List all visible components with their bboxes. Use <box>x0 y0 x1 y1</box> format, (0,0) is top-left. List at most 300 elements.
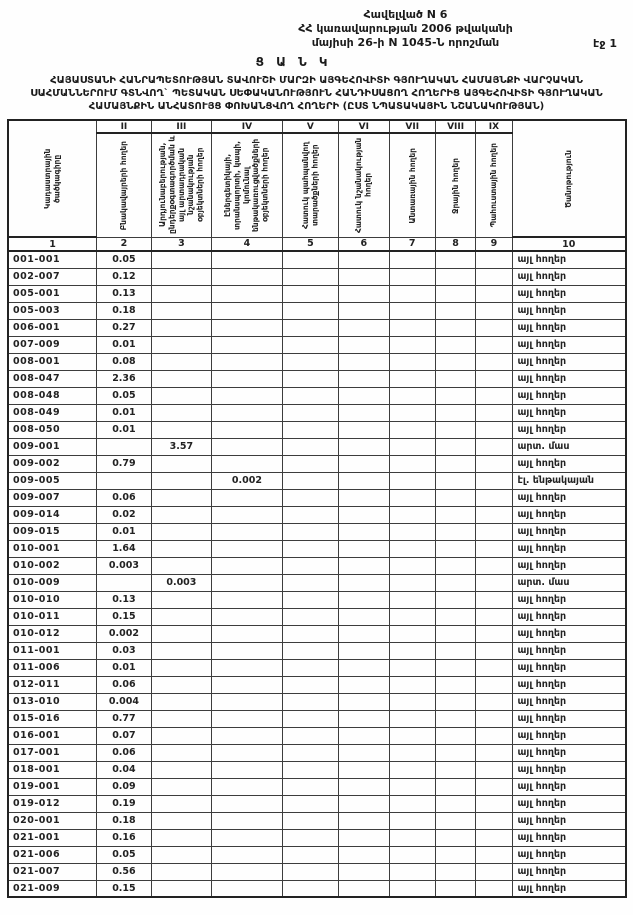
area-value-cell <box>212 727 283 744</box>
area-value-cell <box>435 676 475 693</box>
area-value-cell <box>476 387 512 404</box>
area-value-cell: 0.13 <box>97 591 151 608</box>
area-value-cell <box>435 336 475 353</box>
area-value-cell: 0.01 <box>97 523 151 540</box>
table-row <box>8 489 626 506</box>
area-value-cell <box>435 285 475 302</box>
area-value-cell <box>476 353 512 370</box>
area-value-cell: 0.15 <box>97 880 151 897</box>
area-value-cell <box>389 302 435 319</box>
area-value-cell <box>151 829 211 846</box>
area-value-cell <box>389 591 435 608</box>
cadastral-code-cell: 021-009 <box>8 880 97 897</box>
header-industrial-lands <box>151 133 211 237</box>
area-value-cell <box>435 302 475 319</box>
area-value-cell <box>282 574 338 591</box>
table-row <box>8 523 626 540</box>
area-value-cell <box>151 421 211 438</box>
area-value-cell <box>435 761 475 778</box>
table-row <box>8 455 626 472</box>
table-row <box>8 268 626 285</box>
area-value-cell <box>476 727 512 744</box>
area-value-cell <box>212 863 283 880</box>
table-row <box>8 574 626 591</box>
area-value-cell <box>282 336 338 353</box>
cadastral-code-cell: 005-003 <box>8 302 97 319</box>
table-row <box>8 659 626 676</box>
header-energy-transport-lands <box>212 133 283 237</box>
note-cell: այլ հողեր <box>512 778 626 795</box>
area-value-cell <box>435 880 475 897</box>
area-value-cell <box>282 285 338 302</box>
area-value-cell <box>389 761 435 778</box>
area-value-cell <box>282 846 338 863</box>
area-value-cell <box>476 370 512 387</box>
area-value-cell <box>282 523 338 540</box>
table-row <box>8 387 626 404</box>
table-row <box>8 506 626 523</box>
area-value-cell: 0.19 <box>97 795 151 812</box>
area-value-cell <box>476 268 512 285</box>
area-value-cell <box>212 880 283 897</box>
area-value-cell <box>151 285 211 302</box>
note-cell: այլ հողեր <box>512 676 626 693</box>
column-number-row <box>8 237 626 251</box>
area-value-cell <box>389 472 435 489</box>
area-value-cell <box>282 625 338 642</box>
cadastral-code-cell: 018-001 <box>8 761 97 778</box>
cadastral-code-cell: 008-047 <box>8 370 97 387</box>
header-protected-lands <box>282 133 338 237</box>
area-value-cell <box>476 676 512 693</box>
area-value-cell <box>151 778 211 795</box>
note-cell: այլ հողեր <box>512 812 626 829</box>
cadastral-code-cell: 021-001 <box>8 829 97 846</box>
area-value-cell <box>389 829 435 846</box>
area-value-cell <box>435 812 475 829</box>
area-value-cell <box>476 608 512 625</box>
area-value-cell <box>339 404 389 421</box>
area-value-cell <box>435 846 475 863</box>
area-value-cell <box>282 676 338 693</box>
area-value-cell <box>151 710 211 727</box>
area-value-cell <box>339 778 389 795</box>
area-value-cell <box>476 523 512 540</box>
area-value-cell: 0.16 <box>97 829 151 846</box>
area-value-cell <box>435 625 475 642</box>
area-value-cell <box>339 387 389 404</box>
area-value-cell <box>151 591 211 608</box>
area-value-cell <box>212 251 283 268</box>
area-value-cell <box>212 829 283 846</box>
area-value-cell <box>282 353 338 370</box>
area-value-cell <box>389 523 435 540</box>
area-value-cell <box>339 591 389 608</box>
area-value-cell <box>389 285 435 302</box>
area-value-cell <box>212 710 283 727</box>
table-row <box>8 812 626 829</box>
area-value-cell <box>282 778 338 795</box>
header-water-lands <box>435 133 475 237</box>
area-value-cell <box>151 880 211 897</box>
header-special-purpose-lands <box>339 133 389 237</box>
area-value-cell <box>476 302 512 319</box>
area-value-cell <box>282 727 338 744</box>
area-value-cell <box>435 795 475 812</box>
table-row <box>8 557 626 574</box>
area-value-cell <box>212 574 283 591</box>
area-value-cell <box>339 625 389 642</box>
area-value-cell <box>389 812 435 829</box>
table-row <box>8 710 626 727</box>
roman-numeral: IX <box>476 120 512 133</box>
area-value-cell <box>389 370 435 387</box>
area-value-cell: 0.03 <box>97 642 151 659</box>
area-value-cell <box>339 489 389 506</box>
area-value-cell <box>339 523 389 540</box>
note-cell: այլ հողեր <box>512 557 626 574</box>
area-value-cell <box>212 761 283 778</box>
cadastral-code-cell: 015-016 <box>8 710 97 727</box>
cadastral-code-cell: 007-009 <box>8 336 97 353</box>
header-settlement-lands <box>97 133 151 237</box>
area-value-cell <box>97 438 151 455</box>
header-forest-lands <box>389 133 435 237</box>
column-number: 9 <box>476 237 512 251</box>
area-value-cell <box>389 625 435 642</box>
area-value-cell <box>476 778 512 795</box>
note-cell: այլ հողեր <box>512 353 626 370</box>
area-value-cell <box>151 812 211 829</box>
area-value-cell <box>339 608 389 625</box>
cadastral-code-cell: 010-009 <box>8 574 97 591</box>
cadastral-code-cell: 008-050 <box>8 421 97 438</box>
area-value-cell <box>476 761 512 778</box>
table-row <box>8 285 626 302</box>
area-value-cell <box>339 829 389 846</box>
area-value-cell <box>212 268 283 285</box>
area-value-cell <box>435 489 475 506</box>
area-value-cell <box>476 863 512 880</box>
area-value-cell <box>476 574 512 591</box>
area-value-cell <box>212 591 283 608</box>
cadastral-code-cell: 008-001 <box>8 353 97 370</box>
area-value-cell <box>435 506 475 523</box>
header-note <box>512 120 626 237</box>
cadastral-code-cell: 010-012 <box>8 625 97 642</box>
area-value-cell <box>151 693 211 710</box>
area-value-cell: 0.003 <box>97 557 151 574</box>
column-number: 4 <box>212 237 283 251</box>
header-reserve-lands-label: Պահուստային հողեր <box>489 143 499 228</box>
roman-numeral: II <box>97 120 151 133</box>
area-value-cell: 0.04 <box>97 761 151 778</box>
area-value-cell <box>389 659 435 676</box>
cadastral-code-cell: 019-001 <box>8 778 97 795</box>
document-title: ՀԱՅԱՍՏԱՆԻ ՀԱՆՐԱՊԵՏՈՒԹՅԱՆ ՏԱՎՈՒՇԻ ՄԱՐԶԻ ԱՅԳԵՀՈՎԻՏԻ ԳՅՈՒՂԱԿԱՆ ՀԱՄԱՅՆՔԻ ՎԱՐՉԱԿԱՆ ՍԱՀՄԱՆՆԵՐՈՒՄ ԳՏՆՎՈՂ` ՊԵՏԱԿԱՆ ՍԵՓԱԿԱՆՈՒԹՅՈՒՆ ՀԱՆԴԻՍԱՑՈՂ ՀՈՂԵՐԻՑ ԱՅԳԵՀՈՎԻՏԻ ԳՅՈՒՂԱԿԱՆ ՀԱՄԱՅՆՔԻՆ ԱՆՀԱՏՈՒՅՑ ՓՈԽԱՆՑՎՈՂ ՀՈՂԵՐԻ (ԸՍՏ ՆՊԱՏԱԿԱՅԻՆ ՆՇԱՆԱԿՈՒԹՅԱՆ) <box>30 75 603 113</box>
area-value-cell: 0.27 <box>97 319 151 336</box>
column-number: 5 <box>282 237 338 251</box>
area-value-cell <box>212 523 283 540</box>
area-value-cell <box>151 472 211 489</box>
table-row <box>8 880 626 897</box>
area-value-cell <box>212 285 283 302</box>
area-value-cell <box>282 557 338 574</box>
area-value-cell <box>476 336 512 353</box>
area-value-cell: 0.05 <box>97 846 151 863</box>
column-number: 1 <box>8 237 97 251</box>
area-value-cell <box>389 319 435 336</box>
area-value-cell <box>282 438 338 455</box>
area-value-cell <box>389 574 435 591</box>
roman-numeral: VII <box>389 120 435 133</box>
area-value-cell: 0.08 <box>97 353 151 370</box>
area-value-cell <box>282 370 338 387</box>
note-cell: այլ հողեր <box>512 863 626 880</box>
area-value-cell <box>282 251 338 268</box>
area-value-cell <box>435 319 475 336</box>
area-value-cell <box>282 268 338 285</box>
header-water-lands-label: Ջրային հողեր <box>450 157 460 214</box>
table-row <box>8 778 626 795</box>
area-value-cell <box>339 438 389 455</box>
area-value-cell <box>151 642 211 659</box>
cadastral-code-cell: 010-002 <box>8 557 97 574</box>
area-value-cell: 3.57 <box>151 438 211 455</box>
area-value-cell <box>339 659 389 676</box>
area-value-cell <box>282 455 338 472</box>
roman-numeral: VIII <box>435 120 475 133</box>
note-cell: այլ հողեր <box>512 591 626 608</box>
cadastral-code-cell: 008-049 <box>8 404 97 421</box>
area-value-cell <box>435 778 475 795</box>
area-value-cell <box>212 455 283 472</box>
area-value-cell <box>212 353 283 370</box>
area-value-cell: 0.05 <box>97 387 151 404</box>
cadastral-code-cell: 021-006 <box>8 846 97 863</box>
cadastral-code-cell: 010-010 <box>8 591 97 608</box>
cadastral-code-cell: 020-001 <box>8 812 97 829</box>
note-cell: արտ. մաս <box>512 574 626 591</box>
table-row <box>8 404 626 421</box>
area-value-cell: 1.64 <box>97 540 151 557</box>
annex-reference <box>0 0 633 50</box>
area-value-cell <box>282 693 338 710</box>
area-value-cell <box>151 251 211 268</box>
area-value-cell <box>151 489 211 506</box>
area-value-cell <box>476 421 512 438</box>
area-value-cell <box>151 523 211 540</box>
area-value-cell <box>212 540 283 557</box>
area-value-cell <box>151 608 211 625</box>
note-cell: այլ հողեր <box>512 523 626 540</box>
note-cell: այլ հողեր <box>512 404 626 421</box>
cadastral-code-cell: 021-007 <box>8 863 97 880</box>
area-value-cell <box>212 642 283 659</box>
cadastral-code-cell: 010-011 <box>8 608 97 625</box>
header-industrial-lands-label: Արդյունաբերության, ընդերքօգտագործման և այլ արտադրական նշանակության օբյեկտների հողեր <box>157 136 205 235</box>
area-value-cell <box>97 574 151 591</box>
roman-numeral: IV <box>212 120 283 133</box>
table-row <box>8 421 626 438</box>
cadastral-code-cell: 006-001 <box>8 319 97 336</box>
cadastral-code-cell: 017-001 <box>8 744 97 761</box>
column-number: 7 <box>389 237 435 251</box>
area-value-cell <box>151 744 211 761</box>
area-value-cell <box>282 880 338 897</box>
header-energy-transport-lands-label: Էներգետիկայի, տրանսպորտի, կապի, կոմունալ ենթակառուցվածքների օբյեկտների հողեր <box>223 138 270 233</box>
area-value-cell <box>476 404 512 421</box>
area-value-cell <box>476 795 512 812</box>
cadastral-code-cell: 009-005 <box>8 472 97 489</box>
area-value-cell: 0.05 <box>97 251 151 268</box>
header-forest-lands-label: Անտառային հողեր <box>407 147 417 224</box>
table-row <box>8 438 626 455</box>
area-value-cell <box>339 846 389 863</box>
area-value-cell <box>282 472 338 489</box>
area-value-cell: 0.003 <box>151 574 211 591</box>
area-value-cell <box>212 489 283 506</box>
cadastral-code-cell: 009-015 <box>8 523 97 540</box>
note-cell: այլ հողեր <box>512 693 626 710</box>
area-value-cell <box>212 812 283 829</box>
area-value-cell <box>339 285 389 302</box>
page-number: էջ 1 <box>593 37 617 50</box>
area-value-cell <box>282 829 338 846</box>
area-value-cell <box>435 574 475 591</box>
area-value-cell <box>476 251 512 268</box>
area-value-cell <box>282 608 338 625</box>
area-value-cell <box>339 506 389 523</box>
table-row <box>8 251 626 268</box>
area-value-cell: 0.15 <box>97 608 151 625</box>
cadastral-code-cell: 019-012 <box>8 795 97 812</box>
note-cell: այլ հողեր <box>512 744 626 761</box>
area-value-cell <box>339 302 389 319</box>
area-value-cell <box>212 506 283 523</box>
roman-numeral: III <box>151 120 211 133</box>
area-value-cell <box>151 302 211 319</box>
area-value-cell: 0.18 <box>97 302 151 319</box>
area-value-cell <box>476 710 512 727</box>
area-value-cell <box>476 659 512 676</box>
note-cell: արտ. մաս <box>512 438 626 455</box>
table-row <box>8 319 626 336</box>
area-value-cell <box>476 540 512 557</box>
area-value-cell <box>282 302 338 319</box>
area-value-cell <box>282 812 338 829</box>
area-value-cell <box>435 557 475 574</box>
header-reserve-lands <box>476 133 512 237</box>
column-number: 10 <box>512 237 626 251</box>
area-value-cell: 0.002 <box>212 472 283 489</box>
area-value-cell <box>476 625 512 642</box>
area-value-cell <box>151 540 211 557</box>
area-value-cell: 0.01 <box>97 659 151 676</box>
table-row <box>8 727 626 744</box>
table-row <box>8 795 626 812</box>
area-value-cell <box>435 421 475 438</box>
roman-numeral: V <box>282 120 338 133</box>
area-value-cell: 0.07 <box>97 727 151 744</box>
area-value-cell <box>339 455 389 472</box>
area-value-cell <box>389 268 435 285</box>
table-row <box>8 302 626 319</box>
cadastral-code-cell: 011-006 <box>8 659 97 676</box>
table-row <box>8 846 626 863</box>
area-value-cell <box>476 744 512 761</box>
table-row <box>8 676 626 693</box>
area-value-cell: 0.79 <box>97 455 151 472</box>
area-value-cell <box>476 455 512 472</box>
column-number: 6 <box>339 237 389 251</box>
cadastral-code-cell: 016-001 <box>8 727 97 744</box>
table-row <box>8 693 626 710</box>
area-value-cell <box>282 421 338 438</box>
column-number: 3 <box>151 237 211 251</box>
area-value-cell <box>151 268 211 285</box>
area-value-cell <box>339 676 389 693</box>
area-value-cell <box>339 472 389 489</box>
area-value-cell <box>389 421 435 438</box>
area-value-cell <box>282 761 338 778</box>
area-value-cell <box>339 370 389 387</box>
note-cell: այլ հողեր <box>512 302 626 319</box>
area-value-cell <box>389 506 435 523</box>
area-value-cell <box>212 404 283 421</box>
area-value-cell <box>389 778 435 795</box>
area-value-cell <box>435 404 475 421</box>
document-kind-heading: Ց Ա Ն Կ <box>255 55 332 70</box>
header-protected-lands-label: Հատուկ պահպանվող տարածքների հողեր <box>301 141 320 229</box>
cadastral-code-cell: 008-048 <box>8 387 97 404</box>
column-number: 2 <box>97 237 151 251</box>
area-value-cell <box>435 693 475 710</box>
area-value-cell <box>339 744 389 761</box>
area-value-cell <box>389 608 435 625</box>
area-value-cell <box>212 319 283 336</box>
area-value-cell <box>339 642 389 659</box>
area-value-cell <box>389 880 435 897</box>
area-value-cell <box>435 370 475 387</box>
area-value-cell <box>389 455 435 472</box>
area-value-cell <box>339 540 389 557</box>
area-value-cell <box>389 438 435 455</box>
area-value-cell <box>435 829 475 846</box>
area-value-cell <box>389 744 435 761</box>
note-cell: այլ հողեր <box>512 880 626 897</box>
area-value-cell <box>151 676 211 693</box>
header-settlement-lands-label: Բնակավայրերի հողեր <box>119 140 129 231</box>
area-value-cell <box>282 319 338 336</box>
area-value-cell: 0.56 <box>97 863 151 880</box>
area-value-cell: 0.18 <box>97 812 151 829</box>
header-special-purpose-lands-label: Հատուկ նշանակության հողեր <box>354 137 373 234</box>
area-value-cell <box>339 557 389 574</box>
cadastral-code-cell: 012-011 <box>8 676 97 693</box>
area-value-cell <box>389 557 435 574</box>
cadastral-code-cell: 005-001 <box>8 285 97 302</box>
table-row <box>8 744 626 761</box>
area-value-cell <box>282 387 338 404</box>
table-row <box>8 353 626 370</box>
area-value-cell <box>282 540 338 557</box>
area-value-cell <box>435 251 475 268</box>
roman-numeral-row <box>8 120 626 133</box>
annex-line: Հավելված N 6 <box>363 8 448 21</box>
area-value-cell <box>97 472 151 489</box>
area-value-cell <box>389 693 435 710</box>
